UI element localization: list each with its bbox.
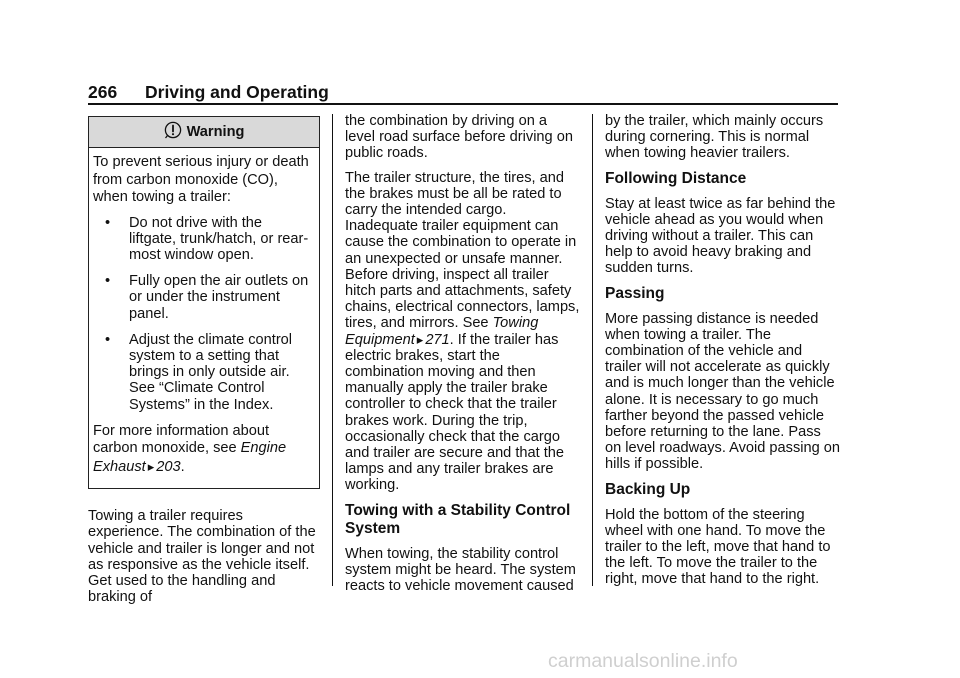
paragraph: When towing, the stability control system might be heard. The system reacts to vehicle movement caused xyxy=(345,545,576,595)
paragraph: by the trailer, which mainly occurs during cornering. This is normal when towing heavier trailers. xyxy=(605,113,824,162)
warning-more-info: For more information about carbon monoxide, see Engine Exhaust ▸ 203. xyxy=(93,422,287,475)
warning-box xyxy=(88,116,320,489)
bullet-icon: • xyxy=(105,214,111,231)
page-ref-icon: ▸ xyxy=(147,458,155,474)
column-2 xyxy=(345,113,581,602)
page-number: 266 xyxy=(88,82,118,102)
heading-backing-up: Backing Up xyxy=(605,480,691,498)
list-item: • Fully open the air outlets on or under the instrument panel. xyxy=(105,273,309,322)
heading-stability-control: Towing with a Stability Control System xyxy=(345,501,571,537)
page-ref-number[interactable]: 271 xyxy=(425,331,450,348)
page-ref-number[interactable]: 203 xyxy=(156,458,181,475)
warning-bullet-list xyxy=(93,215,313,413)
list-item: • Do not drive with the liftgate, trunk/hatch, or rear-most window open. xyxy=(105,214,309,263)
column-divider xyxy=(592,114,593,586)
towing-equipment-link[interactable]: Towing Equipment xyxy=(345,315,539,348)
paragraph: More passing distance is needed when towing a trailer. The combination of the vehicle and trailer will not accelerate as quickly and is much longer than the vehicle alone. It is necessary to go much farther beyond the passed vehicle before returning to the lane. Pass on level roadways. Avoid passing on hills if possible. xyxy=(605,310,841,473)
page-ref-icon: ▸ xyxy=(416,331,424,347)
warning-intro: To prevent serious injury or death from carbon monoxide (CO), when towing a trailer: xyxy=(93,154,309,205)
list-item: • Adjust the climate control system to a setting that brings in only outside air. See “Climate Control Systems” in the Index. xyxy=(105,331,293,413)
bullet-icon: • xyxy=(105,273,111,290)
paragraph: Hold the bottom of the steering wheel with one hand. To move the trailer to the left, move that hand to the left. To move the trailer to the right, move that hand to the right. xyxy=(605,506,831,588)
header-rule xyxy=(88,103,838,105)
warning-body xyxy=(89,148,319,488)
warning-header xyxy=(89,117,319,148)
bullet-icon: • xyxy=(105,331,111,348)
engine-exhaust-link[interactable]: Engine Exhaust xyxy=(93,440,287,475)
paragraph-trailer-structure: The trailer structure, the tires, and the brakes must be all be rated to carry the intended cargo. Inadequate trailer equipment can cause the combination to operate in an unexpected or unsafe manner. Before driving, inspect all trailer hitch parts and attachments, safety chains, electrical connectors, lamps, tires, and mirrors. See Towing Equipment ▸ 271. If the trailer has electric brakes, start the combination moving and then manually apply the trailer brake controller to check that the trailer brakes work. During the trip, occasionally check that the cargo and trailer are secure and that the lamps and any trailer brakes are working. xyxy=(345,169,580,494)
warning-icon xyxy=(164,121,182,143)
column-divider xyxy=(332,114,333,586)
warning-title: Warning xyxy=(186,123,245,140)
section-title: Driving and Operating xyxy=(145,82,329,102)
paragraph: Stay at least twice as far behind the vehicle ahead as you would when driving without a trailer. This can help to avoid heavy braking and sudden turns. xyxy=(605,195,836,277)
column-1 xyxy=(88,116,320,613)
paragraph: the combination by driving on a level road surface before driving on public roads. xyxy=(345,113,573,162)
column-3 xyxy=(605,113,840,596)
heading-following-distance: Following Distance xyxy=(605,169,747,187)
watermark: carmanualsonline.info xyxy=(548,650,738,672)
heading-passing: Passing xyxy=(605,284,665,302)
intro-paragraph: Towing a trailer requires experience. The combination of the vehicle and trailer is longer and not as responsive as the vehicle itself. Get used to the handling and braking of xyxy=(88,508,316,606)
